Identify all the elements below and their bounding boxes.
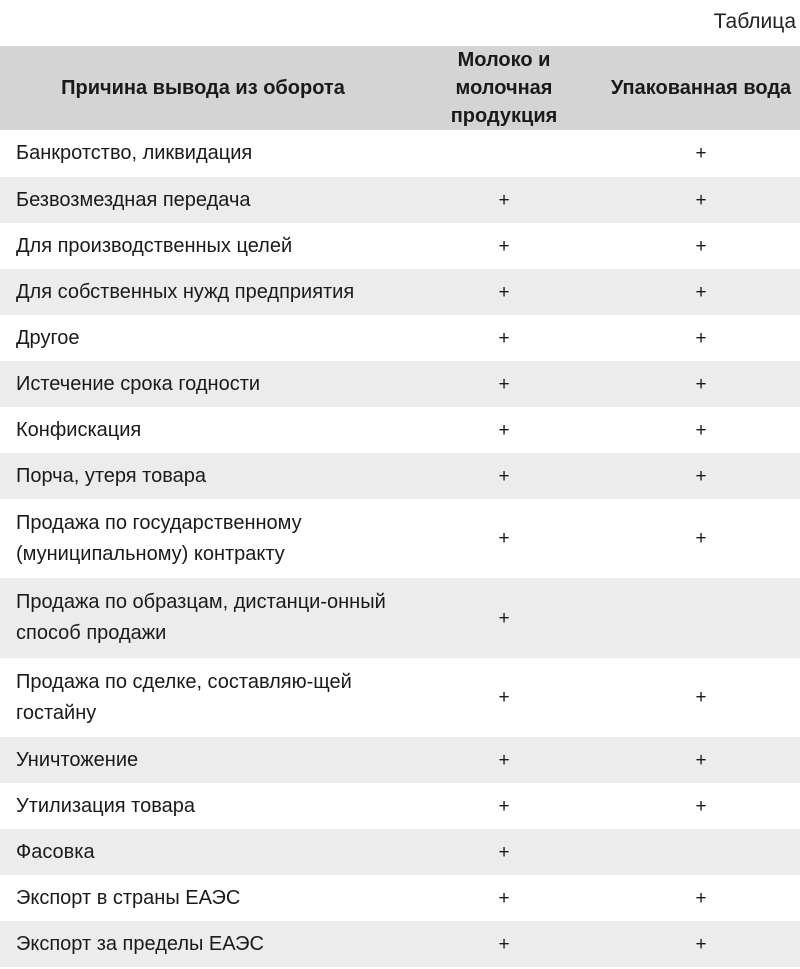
table-row bbox=[0, 921, 800, 967]
milk-mark-cell: + bbox=[498, 465, 510, 487]
table-row bbox=[0, 453, 800, 499]
milk-mark-cell bbox=[406, 130, 602, 177]
milk-mark-cell: + bbox=[498, 607, 510, 629]
table-row bbox=[0, 499, 800, 578]
table-row bbox=[0, 177, 800, 223]
water-mark-cell: + bbox=[695, 281, 707, 303]
milk-mark-cell: + bbox=[498, 795, 510, 817]
reason-cell: Продажа по образцам, дистанци-онный способ продажи bbox=[16, 591, 386, 644]
reason-cell: Порча, утеря товара bbox=[16, 464, 207, 487]
table-row bbox=[0, 578, 800, 658]
reason-cell: Для собственных нужд предприятия bbox=[16, 280, 355, 303]
header-water: Упакованная вода bbox=[610, 77, 792, 99]
milk-mark-cell: + bbox=[498, 189, 510, 211]
reason-cell: Продажа по государственному (муниципальному) контракту bbox=[16, 511, 302, 565]
milk-mark-cell: + bbox=[498, 887, 510, 909]
water-mark-cell: + bbox=[695, 327, 707, 349]
header-row bbox=[0, 46, 800, 130]
milk-mark-cell: + bbox=[498, 841, 510, 863]
table-row bbox=[0, 315, 800, 361]
water-mark-cell: + bbox=[695, 528, 707, 549]
header-reason: Причина вывода из оборота bbox=[61, 77, 345, 99]
table-row bbox=[0, 269, 800, 315]
milk-mark-cell: + bbox=[498, 528, 510, 549]
reason-cell: Другое bbox=[16, 326, 80, 349]
reason-cell: Банкротство, ликвидация bbox=[16, 142, 253, 164]
reason-cell: Экспорт в страны ЕАЭС bbox=[16, 886, 241, 909]
header-milk: Молоко и молочная продукция bbox=[450, 49, 558, 127]
water-mark-cell: + bbox=[695, 189, 707, 211]
water-mark-cell: + bbox=[695, 373, 707, 395]
water-mark-cell: + bbox=[695, 749, 707, 771]
table-row bbox=[0, 407, 800, 453]
milk-mark-cell: + bbox=[498, 327, 510, 349]
reason-cell: Для производственных целей bbox=[16, 234, 293, 257]
table-row bbox=[0, 783, 800, 829]
table-row bbox=[0, 130, 800, 177]
milk-mark-cell: + bbox=[498, 749, 510, 771]
milk-mark-cell: + bbox=[498, 373, 510, 395]
water-mark-cell: + bbox=[695, 795, 707, 817]
reason-cell: Истечение срока годности bbox=[16, 372, 261, 395]
reason-cell: Утилизация товара bbox=[16, 794, 196, 817]
milk-mark-cell: + bbox=[498, 281, 510, 303]
reason-cell: Безвозмездная передача bbox=[16, 188, 251, 211]
table-body bbox=[0, 130, 800, 967]
milk-mark-cell: + bbox=[498, 235, 510, 257]
table-row bbox=[0, 829, 800, 875]
water-mark-cell: + bbox=[695, 235, 707, 257]
water-mark-cell: + bbox=[695, 143, 707, 164]
reason-cell: Экспорт за пределы ЕАЭС bbox=[16, 932, 264, 955]
table-caption: Таблица bbox=[713, 10, 796, 33]
milk-mark-cell: + bbox=[498, 933, 510, 955]
reason-cell: Уничтожение bbox=[16, 748, 139, 771]
table-row bbox=[0, 361, 800, 407]
water-mark-cell: + bbox=[695, 419, 707, 441]
water-mark-cell bbox=[602, 578, 800, 658]
table-row bbox=[0, 875, 800, 921]
reason-cell: Фасовка bbox=[16, 840, 95, 863]
water-mark-cell bbox=[602, 829, 800, 875]
water-mark-cell: + bbox=[695, 465, 707, 487]
milk-mark-cell: + bbox=[498, 419, 510, 441]
table-row bbox=[0, 223, 800, 269]
water-mark-cell: + bbox=[695, 887, 707, 909]
reason-cell: Конфискация bbox=[16, 418, 142, 441]
table-header bbox=[0, 46, 800, 130]
water-mark-cell: + bbox=[695, 687, 707, 708]
reason-cell: Продажа по сделке, составляю-щей гостайну bbox=[16, 670, 352, 724]
table-row bbox=[0, 658, 800, 737]
water-mark-cell: + bbox=[695, 933, 707, 955]
reasons-table bbox=[0, 46, 800, 967]
table-row bbox=[0, 737, 800, 783]
milk-mark-cell: + bbox=[498, 687, 510, 708]
